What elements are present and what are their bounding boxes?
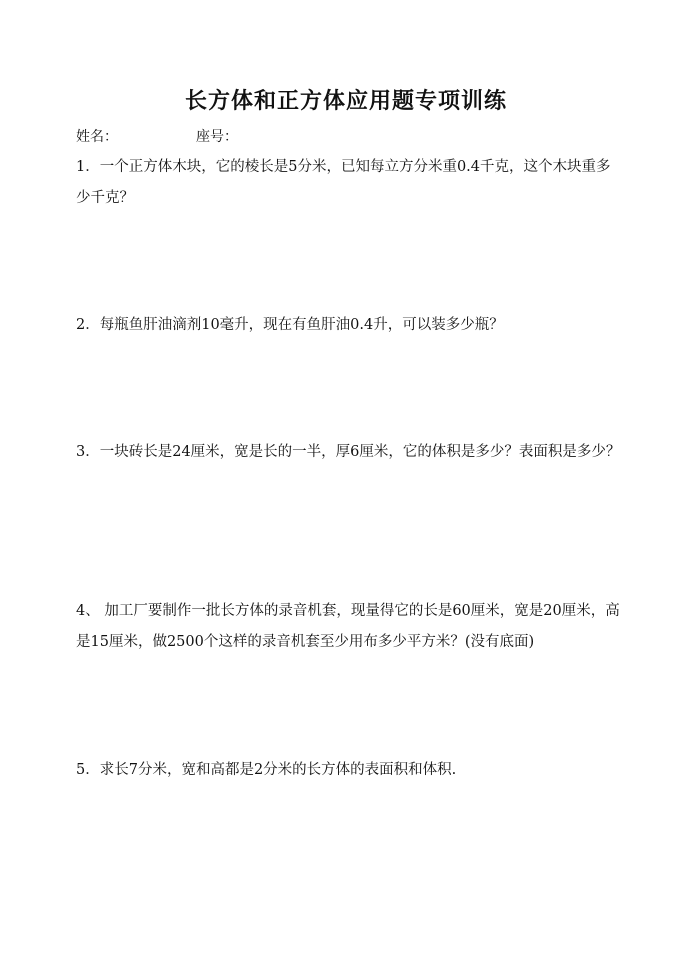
question-1: 1．一个正方体木块，它的棱长是5分米，已知每立方分米重0.4千克，这个木块重多少千克？ bbox=[76, 159, 611, 206]
question-5: 5．求长7分米，宽和高都是2分米的长方体的表面积和体积. bbox=[76, 762, 457, 778]
question-2: 2．每瓶鱼肝油滴剂10毫升，现在有鱼肝油0.4升，可以装多少瓶？ bbox=[76, 317, 504, 333]
question-4: 4、 加工厂要制作一批长方体的录音机套，现量得它的长是60厘米，宽是20厘米，高是15厘米，做2500个这样的录音机套至少用布多少平方米？(没有底面) bbox=[76, 603, 620, 650]
question-3: 3．一块砖长是24厘米，宽是长的一半，厚6厘米，它的体积是多少？表面积是多少？ bbox=[76, 444, 621, 460]
name-label: 姓名： bbox=[76, 129, 118, 145]
seat-number-label: 座号： bbox=[196, 129, 238, 145]
student-info bbox=[76, 126, 238, 146]
page-title: 长方体和正方体应用题专项训练 bbox=[184, 88, 507, 114]
